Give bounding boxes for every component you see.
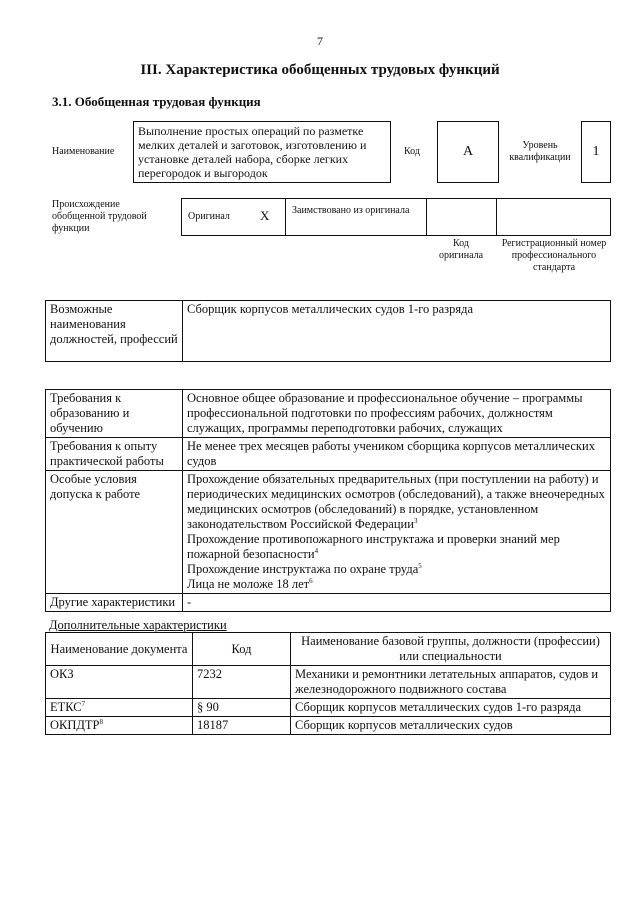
additional-title: Дополнительные характеристики bbox=[49, 618, 227, 632]
origin-label: Происхождение обобщенной трудовой функции bbox=[52, 199, 147, 234]
additional-doc bbox=[46, 717, 193, 735]
footnote-ref: 3 bbox=[413, 516, 418, 525]
header-code: Код bbox=[193, 633, 291, 666]
name-value-box bbox=[133, 121, 391, 183]
code-value-box bbox=[437, 121, 499, 183]
additional-doc-text: ЕТКС bbox=[50, 700, 82, 714]
additional-doc-text: ОКПДТР bbox=[50, 718, 100, 732]
header-name: Наименование базовой группы, должности (профессии) или специальности bbox=[291, 633, 611, 666]
requirement-label: Требования к опыту практической работы bbox=[46, 438, 183, 471]
positions-table bbox=[45, 300, 611, 362]
requirement-line bbox=[187, 439, 606, 469]
additional-code: § 90 bbox=[193, 699, 291, 717]
requirement-value bbox=[183, 594, 611, 612]
requirement-line-text: - bbox=[187, 595, 192, 609]
section-title: III. Характеристика обобщенных трудовых функций bbox=[140, 62, 500, 78]
requirements-table bbox=[45, 389, 611, 612]
requirement-value bbox=[183, 438, 611, 471]
name-label: Наименование bbox=[52, 146, 115, 157]
origin-divider-3 bbox=[496, 198, 497, 236]
additional-row bbox=[46, 699, 611, 717]
requirement-line bbox=[187, 577, 606, 592]
requirement-row bbox=[46, 438, 611, 471]
requirement-line bbox=[187, 391, 606, 436]
requirement-line-text: Прохождение противопожарного инструктажа и проверки знаний мер пожарной безопасности bbox=[187, 532, 560, 561]
positions-value: Сборщик корпусов металлических судов 1-го разряда bbox=[183, 301, 611, 362]
level-value-box bbox=[581, 121, 611, 183]
requirement-row bbox=[46, 471, 611, 594]
origin-table bbox=[181, 198, 611, 236]
level-label: Уровень квалификации bbox=[509, 140, 571, 163]
requirement-value bbox=[183, 390, 611, 438]
footnote-ref: 8 bbox=[99, 717, 104, 726]
requirement-line bbox=[187, 562, 606, 577]
requirement-line-text: Прохождение инструктажа по охране труда bbox=[187, 562, 419, 576]
requirement-line bbox=[187, 595, 606, 610]
origin-divider-2 bbox=[426, 198, 427, 236]
requirement-label: Другие характеристики bbox=[46, 594, 183, 612]
additional-name: Сборщик корпусов металлических судов 1-го разряда bbox=[291, 699, 611, 717]
positions-row bbox=[46, 301, 611, 362]
additional-doc bbox=[46, 699, 193, 717]
code-label: Код bbox=[404, 146, 420, 157]
requirement-line-text: Лица не моложе 18 лет bbox=[187, 577, 310, 591]
additional-name: Механики и ремонтники летательных аппаратов, судов и железнодорожного подвижного состава bbox=[291, 666, 611, 699]
reg-caption: Регистрационный номер профессионального стандарта bbox=[501, 238, 607, 273]
additional-doc bbox=[46, 666, 193, 699]
additional-table bbox=[45, 632, 611, 735]
level-value: 1 bbox=[592, 144, 600, 159]
requirement-line-text: Не менее трех месяцев работы учеником сборщика корпусов металлических судов bbox=[187, 439, 595, 468]
name-value: Выполнение простых операций по разметке мелких деталей и заготовок, изготовлению и установке деталей набора, сборке легких перегородок и выгородок bbox=[138, 124, 367, 180]
footnote-ref: 4 bbox=[314, 546, 319, 555]
footnote-ref: 7 bbox=[81, 699, 86, 708]
requirement-row bbox=[46, 594, 611, 612]
footnote-ref: 6 bbox=[309, 576, 313, 585]
requirement-label: Особые условия допуска к работе bbox=[46, 471, 183, 594]
requirement-row bbox=[46, 390, 611, 438]
code-caption: Код оригинала bbox=[438, 238, 484, 261]
additional-row bbox=[46, 666, 611, 699]
requirement-line-text: Прохождение обязательных предварительных (при поступлении на работу) и периодических медицинских осмотров (обследований), а также внеочередных медицинских осмотров (обследований) в порядке, установленном законодательством Российской Федерации bbox=[187, 472, 605, 531]
additional-name: Сборщик корпусов металлических судов bbox=[291, 717, 611, 735]
additional-doc-text: ОКЗ bbox=[50, 667, 74, 681]
original-mark: X bbox=[260, 208, 270, 223]
origin-divider-1 bbox=[285, 198, 286, 236]
page-number: 7 bbox=[317, 34, 323, 48]
header-document: Наименование документа bbox=[46, 633, 193, 666]
positions-label: Возможные наименования должностей, профессий bbox=[46, 301, 183, 362]
requirement-line-text: Основное общее образование и профессиональное обучение – программы профессиональной подготовки по профессиям рабочих, должностям служащих, программы переподготовки рабочих, служащих bbox=[187, 391, 583, 435]
requirement-line bbox=[187, 472, 606, 532]
additional-code: 18187 bbox=[193, 717, 291, 735]
borrowed-label: Заимствовано из оригинала bbox=[292, 205, 410, 216]
requirement-label: Требования к образованию и обучению bbox=[46, 390, 183, 438]
footnote-ref: 5 bbox=[418, 561, 422, 570]
original-label: Оригинал bbox=[188, 211, 230, 222]
additional-code: 7232 bbox=[193, 666, 291, 699]
additional-header-row bbox=[46, 633, 611, 666]
requirement-value bbox=[183, 471, 611, 594]
subsection-title: 3.1. Обобщенная трудовая функция bbox=[52, 94, 261, 109]
additional-row bbox=[46, 717, 611, 735]
requirement-line bbox=[187, 532, 606, 562]
code-value: А bbox=[462, 144, 474, 159]
